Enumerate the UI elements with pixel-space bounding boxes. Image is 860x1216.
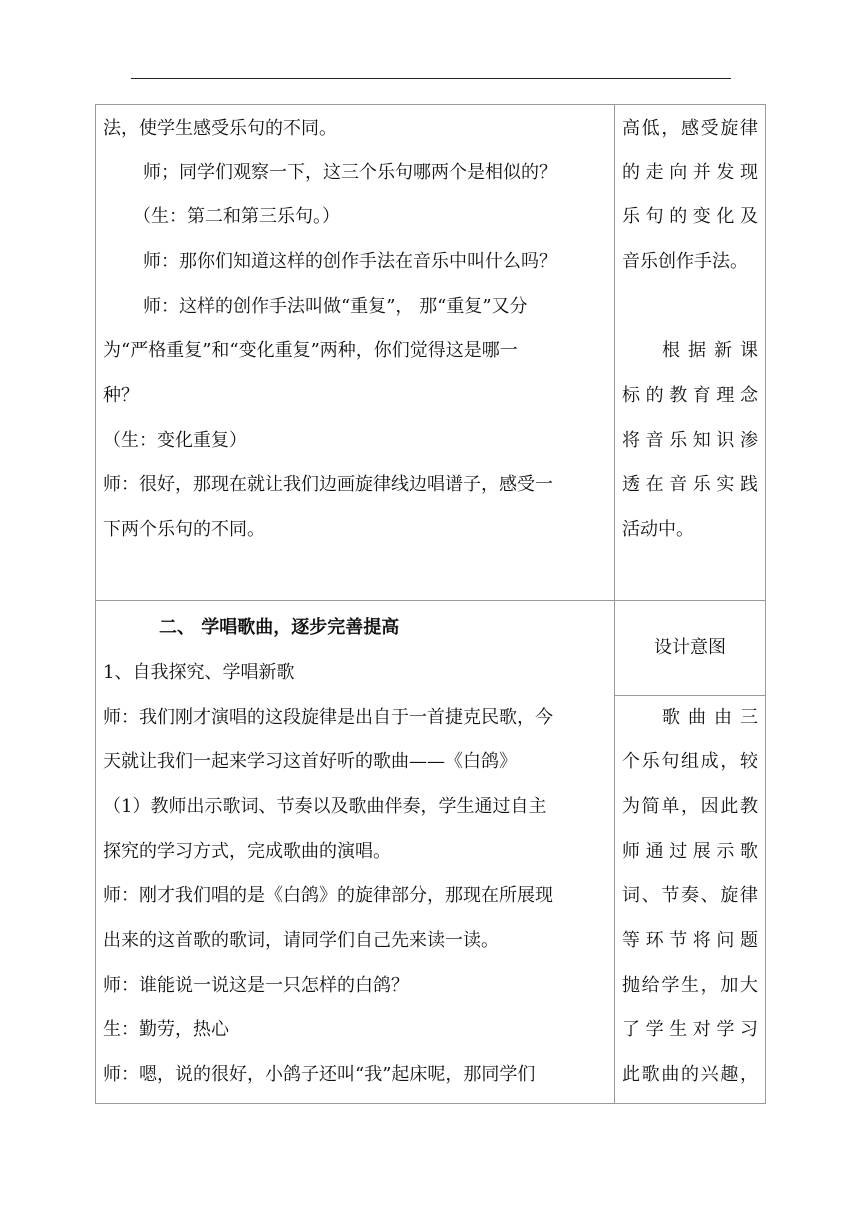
note-line: 了学生对学习 bbox=[622, 1019, 758, 1040]
design-intent-divider bbox=[614, 695, 766, 696]
body-line: 天就让我们一起来学习这首好听的歌曲——《白鸽》 bbox=[103, 751, 517, 772]
body-line: 师：很好，那现在就让我们边画旋律线边唱谱子，感受一 bbox=[103, 474, 553, 495]
section-heading: 二、 学唱歌曲，逐步完善提高 bbox=[159, 617, 400, 638]
body-line: 种？ bbox=[103, 385, 139, 406]
body-line: 探究的学习方式，完成歌曲的演唱。 bbox=[103, 841, 391, 862]
note-line: 高低，感受旋律 bbox=[622, 118, 758, 139]
note-line: 透在音乐实践 bbox=[622, 474, 758, 495]
body-line: （1）教师出示歌词、节奏以及歌曲伴奏，学生通过自主 bbox=[103, 796, 547, 817]
note-line: 为简单，因此教 bbox=[622, 796, 758, 817]
note-line: 个乐句组成，较 bbox=[622, 751, 758, 772]
note-line: 等环节将问题 bbox=[622, 930, 758, 951]
note-line: 的走向并发现 bbox=[622, 162, 758, 183]
row-divider-left bbox=[95, 600, 766, 601]
body-line: 师：谁能说一说这是一只怎样的白鸽？ bbox=[103, 975, 409, 996]
note-line: 标的教育理念 bbox=[622, 385, 758, 406]
body-line: （生：第二和第三乐句。） bbox=[133, 206, 340, 227]
body-line: 师：嗯，说的很好，小鸽子还叫“我”起床呢，那同学们 bbox=[103, 1064, 536, 1085]
body-line: 法，使学生感受乐句的不同。 bbox=[103, 118, 337, 139]
body-line: 为“严格重复”和“变化重复”两种，你们觉得这是哪一 bbox=[103, 340, 518, 361]
body-line: 出来的这首歌的歌词，请同学们自己先来读一读。 bbox=[103, 930, 499, 951]
note-line: 根据新课 bbox=[662, 340, 758, 361]
body-line: 师：那你们知道这样的创作手法在音乐中叫什么吗？ bbox=[143, 251, 557, 272]
note-line: 抛给学生，加大 bbox=[622, 975, 758, 996]
note-line: 此歌曲的兴趣， bbox=[622, 1064, 758, 1085]
note-line: 师通过展示歌 bbox=[622, 841, 758, 862]
body-line: 师：刚才我们唱的是《白鸽》的旋律部分，那现在所展现 bbox=[103, 885, 553, 906]
body-line: 师：这样的创作手法叫做“重复”， 那“重复”又分 bbox=[143, 296, 528, 317]
body-line: 师：我们刚才演唱的这段旋律是出自于一首捷克民歌，今 bbox=[103, 707, 553, 728]
body-line: （生：变化重复） bbox=[103, 430, 247, 451]
note-line: 音乐创作手法。 bbox=[622, 251, 748, 272]
header-rule bbox=[131, 78, 731, 79]
note-line: 乐句的变化及 bbox=[622, 206, 758, 227]
note-line: 词、节奏、旋律 bbox=[622, 885, 758, 906]
note-line: 歌曲由三 bbox=[662, 707, 758, 728]
note-line: 活动中。 bbox=[622, 519, 694, 540]
body-line: 师；同学们观察一下，这三个乐句哪两个是相似的？ bbox=[143, 162, 557, 183]
design-intent-heading: 设计意图 bbox=[654, 637, 726, 658]
body-line: 1、自我探究、学唱新歌 bbox=[103, 662, 295, 683]
note-line: 将音乐知识渗 bbox=[622, 430, 758, 451]
body-line: 下两个乐句的不同。 bbox=[103, 519, 265, 540]
body-line: 生：勤劳，热心 bbox=[103, 1019, 229, 1040]
